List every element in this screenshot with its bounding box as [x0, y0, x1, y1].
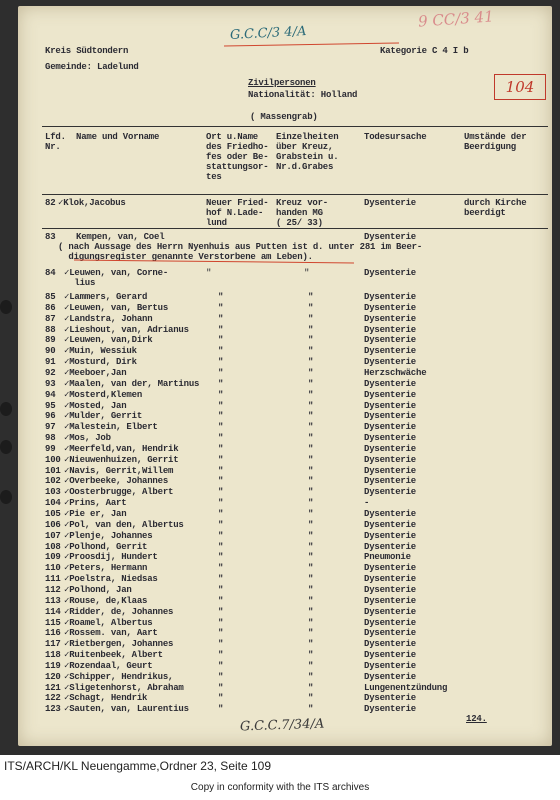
ditto-mark: " — [218, 400, 224, 411]
header-rule-bottom — [42, 194, 548, 195]
row-name: ✓Mulder, Gerrit — [64, 411, 143, 422]
ditto-mark: " — [308, 682, 314, 693]
ditto-mark: " — [218, 693, 224, 704]
ditto-mark: " — [308, 519, 314, 530]
table-row — [18, 596, 552, 607]
row-nr: 93 — [45, 378, 56, 389]
ditto-mark: " — [308, 378, 314, 389]
ditto-mark: " — [218, 454, 224, 465]
table-row — [18, 325, 552, 336]
punch-hole-icon — [0, 402, 12, 416]
ditto-mark: " — [308, 465, 314, 476]
ditto-mark: " — [308, 454, 314, 465]
row-nr: 112 — [45, 584, 61, 595]
ditto-mark: " — [218, 487, 224, 498]
table-row — [18, 531, 552, 542]
top-red-handwriting: 9 CC/3 41 — [417, 7, 495, 31]
row-nr: 115 — [45, 617, 61, 628]
row-cause: Dysenterie — [364, 509, 417, 519]
row-nr: 97 — [45, 422, 56, 433]
kategorie-label: Kategorie C 4 I b — [380, 46, 469, 56]
ditto-mark: " — [308, 693, 314, 704]
ditto-mark: " — [308, 498, 314, 509]
ditto-mark: " — [218, 509, 224, 519]
table-row — [18, 455, 552, 466]
row-cause: Dysenterie — [364, 411, 417, 422]
row-cause: Dysenterie — [364, 324, 417, 335]
ditto-mark: " — [218, 660, 224, 671]
row-cause: Dysenterie — [364, 563, 417, 574]
ditto-mark: " — [308, 476, 314, 487]
row-name: ✓Lammers, Gerard — [64, 292, 148, 302]
row-cause: Dysenterie — [364, 346, 417, 357]
row-name: ✓Pie er, Jan — [64, 509, 127, 519]
ditto-mark: " — [308, 574, 314, 585]
ditto-mark: " — [218, 378, 224, 389]
row-name: ✓Rozendaal, Geurt — [64, 660, 153, 671]
row-nr: 91 — [45, 357, 56, 368]
row-84-nr: 84 — [45, 268, 56, 278]
row-nr: 103 — [45, 487, 61, 498]
row-cause: Dysenterie — [364, 433, 417, 444]
row-name: ✓Ruitenbeek, Albert — [64, 650, 163, 661]
ditto-mark: " — [304, 268, 310, 278]
row-cause: Herzschwäche — [364, 367, 427, 378]
row-cause: Dysenterie — [364, 443, 417, 454]
row-82-cause: Dysenterie — [364, 198, 417, 208]
section-title: Zivilpersonen — [248, 78, 316, 88]
ditto-mark: " — [218, 671, 224, 682]
column-header-cause: Todesursache — [364, 132, 427, 142]
grave-label: ( Massengrab) — [250, 112, 318, 122]
table-row — [18, 607, 552, 618]
table-row — [18, 498, 552, 509]
ditto-mark: " — [308, 650, 314, 661]
ditto-mark: " — [308, 302, 314, 313]
row-name: ✓Lieshout, van, Adrianus — [64, 324, 189, 335]
row-nr: 89 — [45, 335, 56, 346]
row-nr: 101 — [45, 465, 61, 476]
ditto-mark: " — [218, 628, 224, 639]
table-row — [18, 292, 552, 303]
ditto-mark: " — [218, 302, 224, 313]
row-nr: 100 — [45, 454, 61, 465]
table-row — [18, 433, 552, 444]
header-rule-top — [42, 126, 548, 127]
row-nr: 123 — [45, 704, 61, 715]
row-nr: 94 — [45, 389, 56, 400]
row-84-name: ✓Leuwen, van, Corne- lius — [64, 268, 169, 288]
row-nr: 111 — [45, 574, 61, 585]
ditto-mark: " — [218, 422, 224, 433]
row-cause: Dysenterie — [364, 357, 417, 368]
row-82-nr: 82 — [45, 198, 56, 208]
row-nr: 119 — [45, 660, 61, 671]
ditto-mark: " — [308, 292, 314, 302]
ditto-mark: " — [308, 313, 314, 324]
row-nr: 92 — [45, 367, 56, 378]
table-row — [18, 487, 552, 498]
row-cause: Pneumonie — [364, 552, 411, 563]
row-cause: Lungenentzündung — [364, 682, 448, 693]
punch-hole-icon — [0, 490, 12, 504]
row-name: ✓Nieuwenhuizen, Gerrit — [64, 454, 179, 465]
row-name: ✓Rouse, de,Klaas — [64, 595, 148, 606]
ditto-mark: " — [218, 650, 224, 661]
ditto-mark: " — [218, 498, 224, 509]
row-name: ✓Rossem. van, Aart — [64, 628, 158, 639]
row-nr: 110 — [45, 563, 61, 574]
row-82-place: Neuer Fried- hof N.Lade- lund — [206, 198, 269, 228]
gemeinde-label: Gemeinde: Ladelund — [45, 62, 139, 72]
row-cause: Dysenterie — [364, 292, 417, 302]
row-cause: Dysenterie — [364, 606, 417, 617]
row-cause: Dysenterie — [364, 454, 417, 465]
row-nr: 105 — [45, 509, 61, 519]
ditto-mark: " — [218, 639, 224, 650]
table-row — [18, 628, 552, 639]
row-name: ✓Maalen, van der, Martinus — [64, 378, 200, 389]
ditto-mark: " — [308, 563, 314, 574]
row-cause: Dysenterie — [364, 530, 417, 541]
row-name: ✓Prins, Aart — [64, 498, 127, 509]
row-nr: 88 — [45, 324, 56, 335]
table-row — [18, 683, 552, 694]
row-nr: 95 — [45, 400, 56, 411]
table-row — [18, 672, 552, 683]
row-name: ✓Muin, Wessiuk — [64, 346, 137, 357]
row-cause: Dysenterie — [364, 704, 417, 715]
row-nr: 86 — [45, 302, 56, 313]
row-cause: - — [364, 498, 370, 509]
ditto-mark: " — [218, 606, 224, 617]
row-name: ✓Pol, van den, Albertus — [64, 519, 184, 530]
row-cause: Dysenterie — [364, 476, 417, 487]
conformity-note: Copy in conformity with the ITS archives — [190, 782, 370, 793]
column-header-nr: Lfd. Nr. — [45, 132, 66, 152]
ditto-mark: " — [308, 411, 314, 422]
table-row — [18, 346, 552, 357]
table-row — [18, 390, 552, 401]
row-cause: Dysenterie — [364, 639, 417, 650]
punch-hole-icon — [0, 440, 12, 454]
row-name: ✓Polhond, Jan — [64, 584, 132, 595]
ditto-mark: " — [308, 487, 314, 498]
ditto-mark: " — [218, 682, 224, 693]
row-cause: Dysenterie — [364, 378, 417, 389]
row-cause: Dysenterie — [364, 628, 417, 639]
ditto-mark: " — [218, 541, 224, 552]
table-row — [18, 368, 552, 379]
row-name: ✓Roamel, Albertus — [64, 617, 153, 628]
ditto-mark: " — [308, 704, 314, 715]
table-row — [18, 422, 552, 433]
ditto-mark: " — [218, 574, 224, 585]
row-rule — [42, 228, 548, 229]
row-name: ✓Poelstra, Niedsas — [64, 574, 158, 585]
ditto-mark: " — [308, 400, 314, 411]
table-row — [18, 314, 552, 325]
row-nr: 99 — [45, 443, 56, 454]
ditto-mark: " — [308, 552, 314, 563]
row-cause: Dysenterie — [364, 389, 417, 400]
ditto-mark: " — [206, 268, 212, 278]
row-nr: 87 — [45, 313, 56, 324]
page-number: 124. — [466, 714, 487, 724]
row-cause: Dysenterie — [364, 313, 417, 324]
row-cause: Dysenterie — [364, 541, 417, 552]
ditto-mark: " — [218, 584, 224, 595]
ditto-mark: " — [218, 465, 224, 476]
row-name: ✓Meerfeld,van, Hendrik — [64, 443, 179, 454]
ditto-mark: " — [308, 443, 314, 454]
row-cause: Dysenterie — [364, 465, 417, 476]
row-cause: Dysenterie — [364, 335, 417, 346]
ditto-mark: " — [218, 476, 224, 487]
row-name: ✓Meeboer,Jan — [64, 367, 127, 378]
row-nr: 90 — [45, 346, 56, 357]
top-handwriting: G.C.C/3 4/A — [229, 24, 307, 43]
table-row — [18, 693, 552, 704]
bottom-handwriting: G.C.C.7/34/A — [239, 716, 325, 735]
table-row — [18, 618, 552, 629]
row-cause: Dysenterie — [364, 487, 417, 498]
ditto-mark: " — [308, 541, 314, 552]
row-name: ✓Ridder, de, Johannes — [64, 606, 174, 617]
row-82-circumstances: durch Kirche beerdigt — [464, 198, 527, 218]
row-cause: Dysenterie — [364, 617, 417, 628]
ditto-mark: " — [308, 606, 314, 617]
table-row — [18, 650, 552, 661]
table-row — [18, 444, 552, 455]
ditto-mark: " — [308, 639, 314, 650]
ditto-mark: " — [218, 704, 224, 715]
ditto-mark: " — [218, 367, 224, 378]
row-name: ✓Schipper, Hendrikus, — [64, 671, 174, 682]
ditto-mark: " — [308, 509, 314, 519]
row-name: ✓Leuwen, van, Bertus — [64, 302, 169, 313]
ditto-mark: " — [218, 411, 224, 422]
ditto-mark: " — [308, 346, 314, 357]
row-82-details: Kreuz vor- handen MG ( 25/ 33) — [276, 198, 329, 228]
document-page — [18, 6, 552, 746]
ditto-mark: " — [308, 433, 314, 444]
row-83-cause: Dysenterie — [364, 232, 417, 242]
column-header-details: Einzelheiten über Kreuz, Grabstein u. Nr.d.Grabes — [276, 132, 339, 172]
ditto-mark: " — [218, 324, 224, 335]
row-cause: Dysenterie — [364, 660, 417, 671]
ditto-mark: " — [308, 628, 314, 639]
row-83-name: Kempen, van, Coel — [76, 232, 165, 242]
row-name: ✓Sligetenhorst, Abraham — [64, 682, 184, 693]
table-row — [18, 520, 552, 531]
table-row — [18, 379, 552, 390]
table-row — [18, 303, 552, 314]
ditto-mark: " — [308, 357, 314, 368]
column-header-circumstances: Umstände der Beerdigung — [464, 132, 527, 152]
row-nr: 104 — [45, 498, 61, 509]
ditto-mark: " — [308, 584, 314, 595]
row-nr: 114 — [45, 606, 61, 617]
archive-reference: ITS/ARCH/KL Neuengamme,Ordner 23, Seite 109 — [4, 759, 272, 773]
table-row — [18, 411, 552, 422]
row-cause: Dysenterie — [364, 574, 417, 585]
ditto-mark: " — [308, 617, 314, 628]
row-name: ✓Proosdij, Hundert — [64, 552, 158, 563]
ditto-mark: " — [218, 433, 224, 444]
row-nr: 108 — [45, 541, 61, 552]
ditto-mark: " — [308, 595, 314, 606]
table-row — [18, 585, 552, 596]
row-cause: Dysenterie — [364, 302, 417, 313]
table-row — [18, 357, 552, 368]
row-name: ✓Polhond, Gerrit — [64, 541, 148, 552]
row-name: ✓Schagt, Hendrik — [64, 693, 148, 704]
ditto-mark: " — [218, 552, 224, 563]
ditto-mark: " — [218, 389, 224, 400]
row-name: ✓Sauten, van, Laurentius — [64, 704, 189, 715]
ditto-mark: " — [218, 519, 224, 530]
ditto-mark: " — [218, 563, 224, 574]
ditto-mark: " — [308, 389, 314, 400]
table-row — [18, 639, 552, 650]
row-cause: Dysenterie — [364, 584, 417, 595]
row-83-nr: 83 — [45, 232, 56, 242]
table-row — [18, 574, 552, 585]
row-name: ✓Plenje, Johannes — [64, 530, 153, 541]
row-cause: Dysenterie — [364, 400, 417, 411]
row-name: ✓Mosturd, Dirk — [64, 357, 137, 368]
ditto-mark: " — [218, 530, 224, 541]
row-cause: Dysenterie — [364, 650, 417, 661]
row-name: ✓Leuwen, van,Dirk — [64, 335, 153, 346]
row-name: ✓Mosterd,Klemen — [64, 389, 143, 400]
row-nr: 122 — [45, 693, 61, 704]
ditto-mark: " — [308, 324, 314, 335]
table-row — [18, 335, 552, 346]
row-name: ✓Navis, Gerrit,Willem — [64, 465, 174, 476]
ditto-mark: " — [308, 671, 314, 682]
column-header-name: Name und Vorname — [76, 132, 160, 142]
table-row — [18, 476, 552, 487]
row-nr: 96 — [45, 411, 56, 422]
table-row — [18, 401, 552, 412]
ditto-mark: " — [308, 335, 314, 346]
table-row — [18, 661, 552, 672]
ditto-mark: " — [218, 292, 224, 302]
nationality-label: Nationalität: Holland — [248, 90, 358, 100]
page-stamp: 104 — [494, 74, 546, 100]
row-name: ✓Oosterbrugge, Albert — [64, 487, 174, 498]
ditto-mark: " — [308, 422, 314, 433]
punch-hole-icon — [0, 300, 12, 314]
row-nr: 98 — [45, 433, 56, 444]
column-header-place: Ort u.Name des Friedho- fes oder Be- stattungsor- tes — [206, 132, 269, 182]
ditto-mark: " — [218, 357, 224, 368]
ditto-mark: " — [308, 530, 314, 541]
table-row — [18, 509, 552, 520]
strike-line — [224, 42, 399, 46]
row-cause: Dysenterie — [364, 422, 417, 433]
row-nr: 85 — [45, 292, 56, 302]
row-nr: 118 — [45, 650, 61, 661]
row-cause: Dysenterie — [364, 519, 417, 530]
ditto-mark: " — [218, 443, 224, 454]
ditto-mark: " — [218, 595, 224, 606]
row-name: ✓Mosted, Jan — [64, 400, 127, 411]
ditto-mark: " — [218, 346, 224, 357]
ditto-mark: " — [308, 367, 314, 378]
kreis-label: Kreis Südtondern — [45, 46, 129, 56]
row-nr: 109 — [45, 552, 61, 563]
table-row — [18, 542, 552, 553]
table-row — [18, 552, 552, 563]
row-nr: 107 — [45, 530, 61, 541]
ditto-mark: " — [218, 313, 224, 324]
row-nr: 121 — [45, 682, 61, 693]
row-cause: Dysenterie — [364, 693, 417, 704]
ditto-mark: " — [308, 660, 314, 671]
row-name: ✓Mos, Job — [64, 433, 111, 444]
row-nr: 106 — [45, 519, 61, 530]
row-nr: 117 — [45, 639, 61, 650]
row-83-note: ( nach Aussage des Herrn Nyenhuis aus Putten ist d. unter 281 im Beer- digungsregister genannte Verstorbene am Leben). — [58, 242, 423, 262]
row-nr: 120 — [45, 671, 61, 682]
row-name: ✓Peters, Hermann — [64, 563, 148, 574]
row-nr: 102 — [45, 476, 61, 487]
row-cause: Dysenterie — [364, 671, 417, 682]
row-nr: 113 — [45, 595, 61, 606]
ditto-mark: " — [218, 335, 224, 346]
row-name: ✓Malestein, Elbert — [64, 422, 158, 433]
table-row — [18, 563, 552, 574]
row-cause: Dysenterie — [364, 595, 417, 606]
row-name: ✓Landstra, Johann — [64, 313, 153, 324]
row-82-name: ✓Klok,Jacobus — [58, 198, 126, 208]
table-row — [18, 466, 552, 477]
row-name: ✓Rietbergen, Johannes — [64, 639, 174, 650]
row-nr: 116 — [45, 628, 61, 639]
row-name: ✓Overbeeke, Johannes — [64, 476, 169, 487]
ditto-mark: " — [218, 617, 224, 628]
row-84-cause: Dysenterie — [364, 268, 417, 278]
